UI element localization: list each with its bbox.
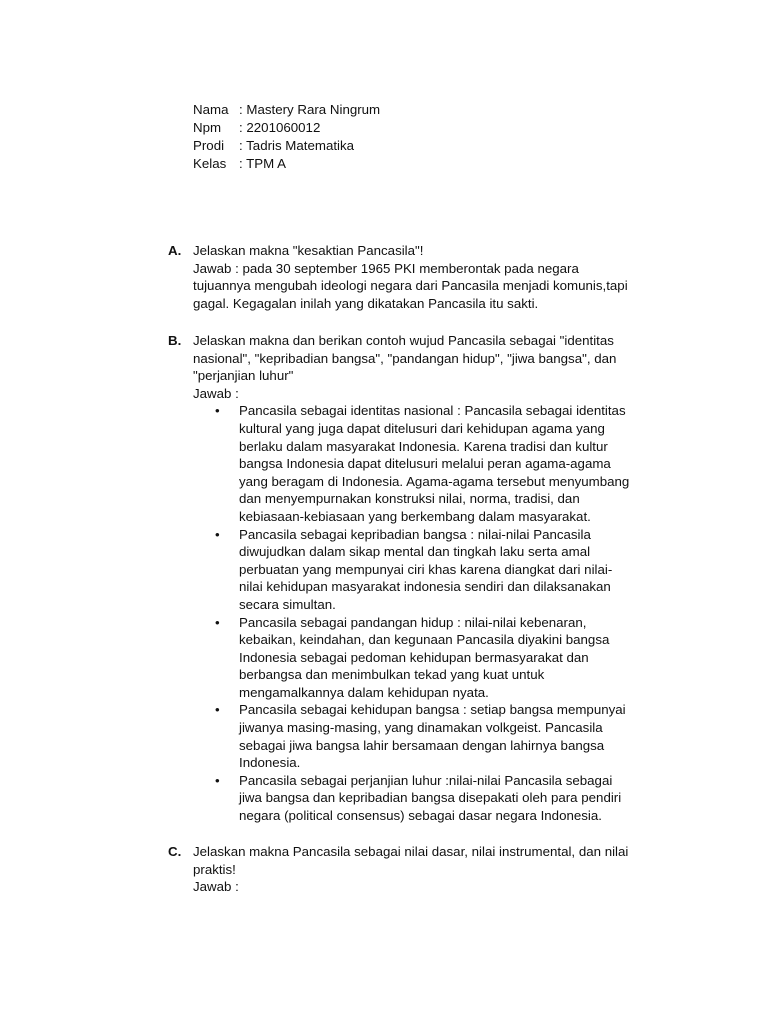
list-item (215, 526, 668, 614)
bullet-line: mengamalkannya dalam kehidupan nyata. (239, 684, 489, 700)
bullet-icon: • (215, 614, 220, 630)
list-item (215, 772, 668, 825)
bullet-line: perbuatan yang mempunyai ciri khas karena diangkat dari nilai- (239, 561, 613, 577)
question-line: Jelaskan makna dan berikan contoh wujud Pancasila sebagai "identitas (193, 333, 614, 348)
list-item (215, 614, 668, 702)
bullet-line: negara (political consensus) sebagai dasar negara Indonesia. (239, 808, 602, 824)
bullet-icon: • (215, 403, 220, 419)
identity-value: : TPM A (239, 156, 287, 171)
bullet-line: Pancasila sebagai perjanjian luhur :nilai-nilai Pancasila sebagai (239, 772, 613, 788)
identity-label: Prodi (193, 138, 225, 153)
question-line: Jelaskan makna "kesaktian Pancasila"! (193, 243, 424, 258)
bullet-line: Indonesia. (239, 755, 301, 771)
section-b (168, 332, 668, 825)
bullet-icon: • (215, 526, 220, 542)
identity-row-npm (193, 119, 380, 137)
bullet-line: kebaikan, keindahan, dan kegunaan Pancasila diyakini bangsa (239, 632, 610, 648)
bullet-line: Pancasila sebagai kepribadian bangsa : nilai-nilai Pancasila (239, 526, 591, 542)
bullet-line: kultural yang juga dapat ditelusuri dari kehidupan agama yang (239, 420, 605, 436)
section-c (168, 843, 668, 896)
bullet-line: nilai kehidupan masyarakat indonesia sendiri dan dilaksanakan (239, 579, 611, 595)
identity-value: : Tadris Matematika (239, 138, 355, 153)
section-body (193, 242, 668, 312)
section-a (168, 242, 668, 312)
identity-row-kelas (193, 155, 380, 173)
answer-line: Jawab : pada 30 september 1965 PKI memberontak pada negara (193, 260, 579, 276)
bullet-line: jiwa bangsa dan kepribadian bangsa disepakati oleh para pendiri (239, 790, 622, 806)
question-line: "perjanjian luhur" (193, 368, 294, 384)
identity-value: : 2201060012 (239, 120, 321, 135)
bullet-line: bangsa Indonesia dapat ditelusuri melalui peran agama-agama (239, 456, 611, 472)
list-item (215, 701, 668, 771)
identity-label: Npm (193, 120, 222, 135)
identity-row-nama (193, 101, 380, 119)
section-letter: A. (168, 243, 182, 258)
bullet-line: dan menyempurnakan konstruksi nilai, norma, tradisi, dan (239, 491, 580, 507)
bullet-line: Pancasila sebagai kehidupan bangsa : setiap bangsa mempunyai (239, 702, 626, 718)
bullet-line: secara simultan. (239, 596, 336, 612)
section-body (193, 843, 668, 896)
bullet-line: sebagai jiwa bangsa lahir bersamaan dengan lahirnya bangsa (239, 737, 605, 753)
answer-line: tujuannya mengubah ideologi negara dari Pancasila menjadi komunis,tapi (193, 278, 628, 294)
bullet-line: berlaku dalam masyarakat Indonesia. Karena tradisi dan kultur (239, 438, 608, 454)
answer-label: Jawab : (193, 385, 239, 401)
bullet-line: jiwanya masing-masing, yang dinamakan volkgeist. Pancasila (239, 720, 603, 736)
section-letter: C. (168, 844, 182, 859)
question-line: praktis! (193, 861, 236, 877)
question-line: nasional", "kepribadian bangsa", "pandangan hidup", "jiwa bangsa", dan (193, 350, 617, 366)
bullet-icon: • (215, 772, 220, 788)
bullet-icon: • (215, 702, 220, 718)
identity-value: : Mastery Rara Ningrum (239, 102, 381, 117)
question-line: Jelaskan makna Pancasila sebagai nilai dasar, nilai instrumental, dan nilai (193, 844, 629, 859)
identity-label: Nama (193, 102, 229, 117)
bullet-line: yang beragam di Indonesia. Agama-agama tersebut menyumbang (239, 473, 630, 489)
section-body (193, 332, 668, 825)
student-identity (193, 101, 380, 173)
bullet-line: Pancasila sebagai identitas nasional : Pancasila sebagai identitas (239, 403, 626, 419)
bullet-line: kebiasaan-kebiasaan yang berkembang dalam masyarakat. (239, 508, 591, 524)
bullet-line: berbangsa dan menimbulkan tekad yang kuat untuk (239, 667, 545, 683)
answer-bullet-list (193, 402, 668, 824)
bullet-line: diwujudkan dalam sikap mental dan tingkah laku serta amal (239, 544, 591, 560)
bullet-line: Pancasila sebagai pandangan hidup : nilai-nilai kebenaran, (239, 614, 587, 630)
identity-label: Kelas (193, 156, 227, 171)
bullet-line: Indonesia sebagai pedoman kehidupan bermasyarakat dan (239, 649, 589, 665)
answer-label: Jawab : (193, 879, 239, 895)
identity-row-prodi (193, 137, 380, 155)
answer-line: gagal. Kegagalan inilah yang dikatakan Pancasila itu sakti. (193, 295, 539, 311)
list-item (215, 402, 668, 525)
section-letter: B. (168, 333, 182, 348)
